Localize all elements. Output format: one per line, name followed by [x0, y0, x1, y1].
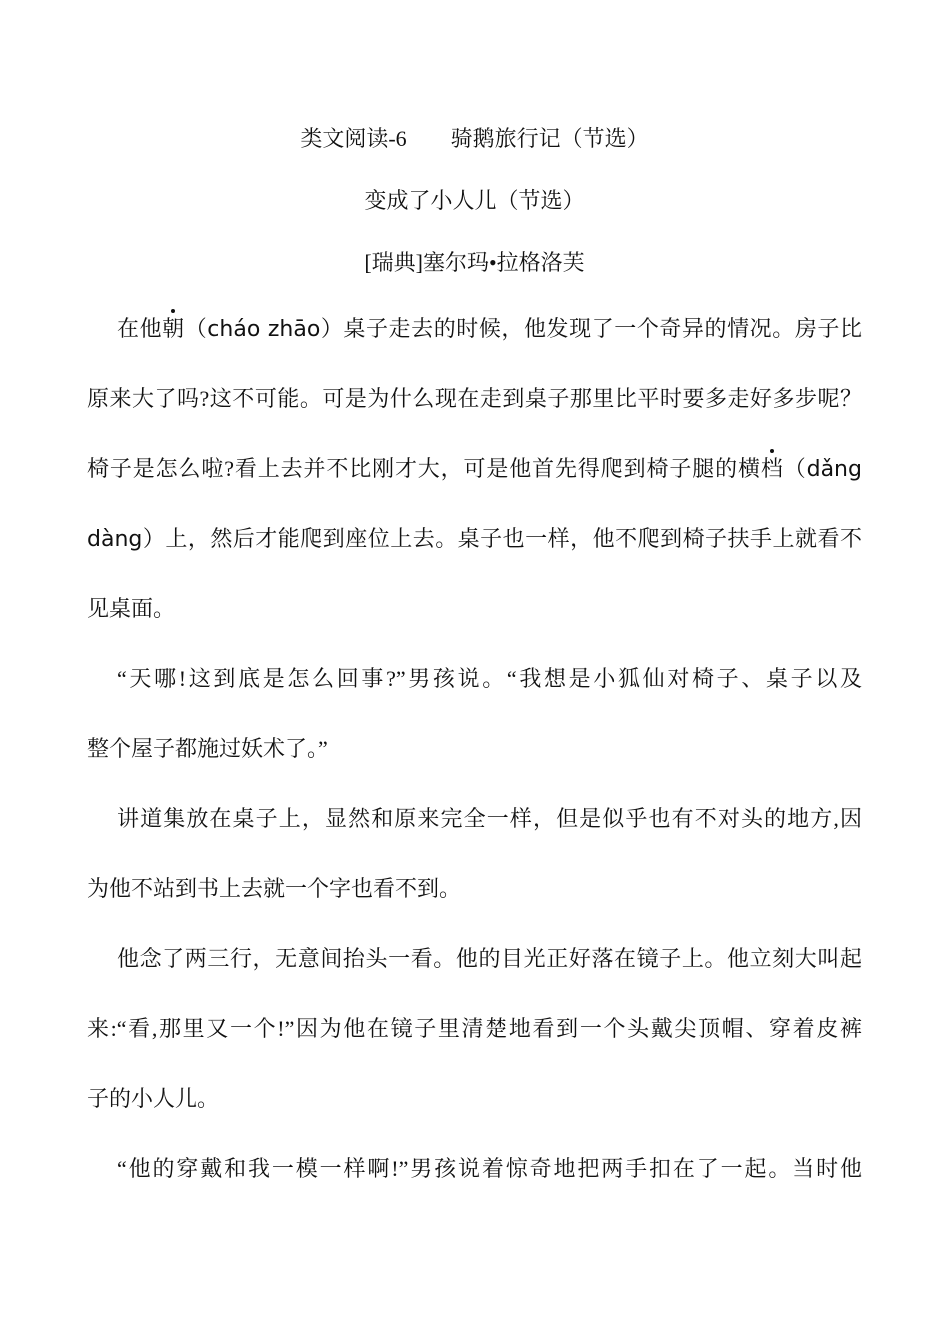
text-line — [87, 1134, 862, 1204]
text-line — [87, 294, 862, 364]
text-line — [87, 1064, 862, 1134]
doc-author: [瑞典]塞尔玛•拉格洛芙 — [364, 250, 585, 275]
doc-title: 类文阅读-6 骑鹅旅行记（节选） — [300, 126, 649, 151]
text-line — [87, 784, 862, 854]
pinyin-segment: dàng — [87, 527, 143, 552]
text-segment: （ — [184, 316, 208, 341]
text-segment: 讲道集放在桌子上，显然和原来完全一样，但是似乎也有不对头的地方,因 — [117, 806, 862, 831]
text-line — [87, 714, 862, 784]
paragraph — [87, 1134, 862, 1204]
text-segment: 见桌面。 — [87, 596, 176, 621]
paragraph — [87, 294, 862, 644]
emphasized-char: 朝 — [162, 316, 185, 341]
pinyin-segment: cháo zhāo — [207, 317, 321, 342]
text-line — [87, 854, 862, 924]
text-segment: ）上，然后才能爬到座位上去。桌子也一样，他不爬到椅子扶手上就看不 — [142, 526, 862, 551]
document-header — [87, 108, 862, 294]
text-line — [87, 994, 862, 1064]
paragraph — [87, 644, 862, 784]
text-line — [87, 574, 862, 644]
text-segment: 他念了两三行，无意间抬头一看。他的目光正好落在镜子上。他立刻大叫起 — [117, 946, 862, 971]
paragraph — [87, 784, 862, 924]
text-line — [87, 924, 862, 994]
text-segment: “他的穿戴和我一模一样啊!”男孩说着惊奇地把两手扣在了一起。当时他 — [117, 1156, 862, 1181]
text-line — [87, 434, 862, 504]
doc-subtitle: 变成了小人儿（节选） — [364, 188, 585, 213]
paragraph — [87, 924, 862, 1134]
text-segment: 整个屋子都施过妖术了。” — [87, 736, 328, 761]
text-segment: 子的小人儿。 — [87, 1086, 220, 1111]
pinyin-segment: dǎng — [806, 457, 862, 482]
text-segment: 原来大了吗?这不可能。可是为什么现在走到桌子那里比平时要多走好多步呢？ — [87, 386, 862, 411]
text-line — [87, 644, 862, 714]
text-segment: ）桌子走去的时候，他发现了一个奇异的情况。房子比 — [320, 316, 862, 341]
text-segment: 来:“看,那里又一个!”因为他在镜子里清楚地看到一个头戴尖顶帽、穿着皮裤 — [87, 1016, 862, 1041]
text-segment: 为他不站到书上去就一个字也看不到。 — [87, 876, 462, 901]
text-line — [87, 504, 862, 574]
emphasized-char: 档 — [760, 456, 784, 481]
document-body — [87, 294, 862, 1204]
text-segment: （ — [783, 456, 807, 481]
text-segment: “天哪!这到底是怎么回事?”男孩说。“我想是小狐仙对椅子、桌子以及 — [117, 666, 862, 691]
text-segment: 在他 — [117, 316, 163, 341]
text-segment: 椅子是怎么啦?看上去并不比刚才大，可是他首先得爬到椅子腿的横 — [87, 456, 761, 481]
text-line — [87, 364, 862, 434]
